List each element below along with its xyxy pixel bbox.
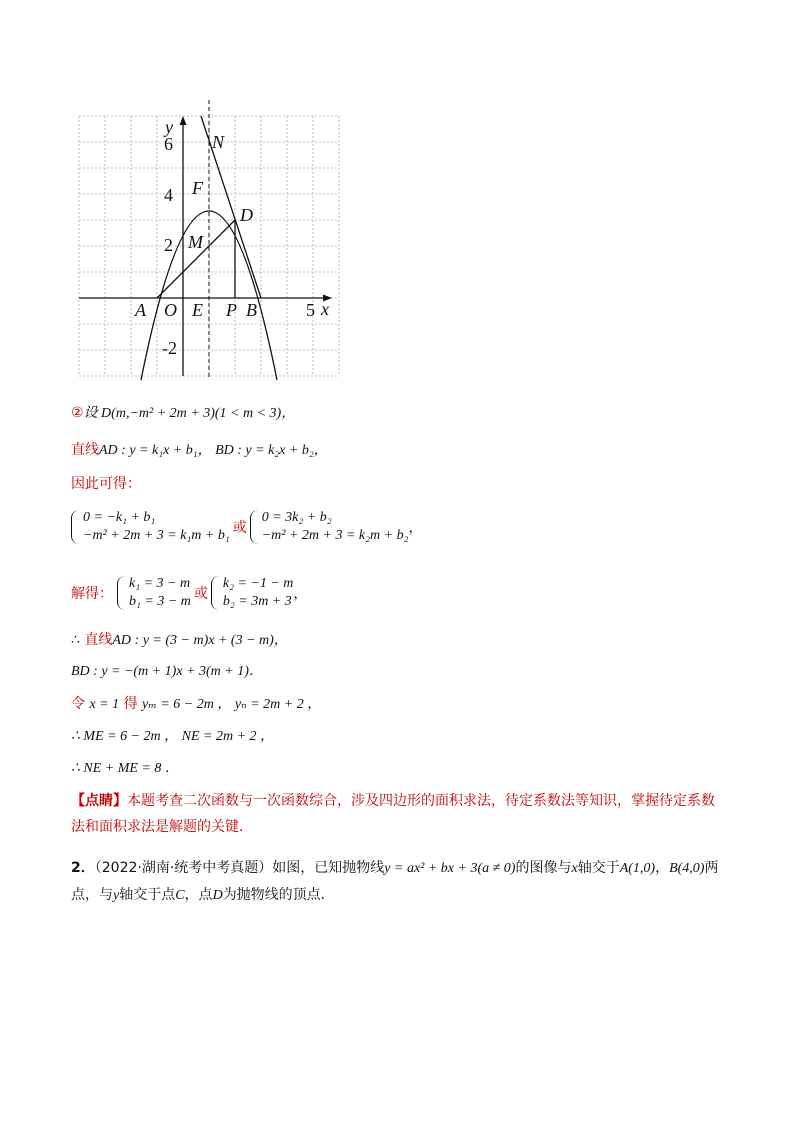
label-f: F <box>192 178 203 198</box>
comma: ， <box>408 520 423 536</box>
parabola-formula: y = ax² + bx + 3(a ≠ 0) <box>384 861 516 876</box>
y-axis-label: y <box>165 117 173 137</box>
brace-icon <box>250 510 258 544</box>
label-b: B <box>246 300 257 320</box>
problem-text: 如图，已知抛物线 <box>272 860 385 876</box>
tick-label-6: 6 <box>164 134 173 154</box>
system-row: −m² + 2m + 3 = k₂m + b₂ <box>261 528 409 543</box>
therefore-symbol: ∴ <box>71 633 80 648</box>
step-marker: ② <box>71 405 84 421</box>
let-word: 令 <box>71 696 85 712</box>
or-word: 或 <box>232 520 247 536</box>
set-d-expression: 设 D(m,−m² + 2m + 3)(1 < m < 3)， <box>83 406 296 421</box>
x-axis-label: x <box>321 299 329 319</box>
system-ad <box>83 509 230 545</box>
point-d: D <box>212 888 223 903</box>
comment-paragraph <box>71 788 721 840</box>
brace-icon <box>211 576 219 610</box>
equation-systems-1 <box>71 509 422 545</box>
problem-text: 为抛物线的顶点． <box>222 887 335 903</box>
y-variable: y <box>113 888 120 903</box>
problem-source: （2022·湖南·统考中考真题） <box>94 860 273 876</box>
label-n: N <box>212 132 225 152</box>
label-a: A <box>135 300 146 320</box>
brace-icon <box>71 510 79 544</box>
point-a: A(1,0) <box>619 861 656 876</box>
label-p: P <box>226 300 237 320</box>
lines-ad-bd: AD : y = k₁x + b₁， BD : y = k₂x + b₂， <box>99 443 328 458</box>
solution-line-7: ∴ ME = 6 − 2m ， NE = 2m + 2 ， <box>71 729 275 744</box>
label-e: E <box>192 300 203 320</box>
x-value: x = 1 <box>89 697 120 712</box>
point-b: B(4,0) <box>669 861 705 876</box>
problem-number: 2． <box>71 860 95 876</box>
problem-2 <box>71 855 721 909</box>
solution-ad <box>129 575 191 611</box>
tick-label-neg2: -2 <box>162 338 177 358</box>
problem-text: 轴交于点 <box>119 887 176 903</box>
label-o: O <box>164 300 177 320</box>
solution-bd <box>223 575 294 611</box>
problem-text: ，点 <box>184 887 213 903</box>
comment-tag: 【点睛】 <box>71 793 127 809</box>
get-word: 得 <box>123 696 138 712</box>
brace-icon <box>117 576 125 610</box>
solution-line-4 <box>71 630 288 651</box>
system-row: b₂ = 3m + 3 <box>222 594 292 609</box>
tick-label-2: 2 <box>164 235 173 255</box>
system-row: 0 = 3k₂ + b₂ <box>261 510 332 525</box>
tick-label-5: 5 <box>306 300 315 320</box>
system-row: k₂ = −1 − m <box>222 576 294 591</box>
x-variable: x <box>571 861 578 876</box>
system-bd <box>262 509 409 545</box>
parabola-figure <box>76 98 344 384</box>
comma: ， <box>293 586 308 602</box>
solution-line-1 <box>71 403 295 424</box>
point-c: C <box>175 888 185 903</box>
problem-text: 的图像与 <box>515 860 572 876</box>
label-d: D <box>240 205 253 225</box>
system-row: 0 = −k₁ + b₁ <box>83 510 156 525</box>
solution-line-8: ∴ NE + ME = 8 ． <box>71 761 179 776</box>
solution-line-2 <box>71 440 328 461</box>
solution-line-5: BD : y = −(m + 1)x + 3(m + 1)． <box>71 664 263 679</box>
equation-systems-2 <box>71 575 307 611</box>
separator: ， <box>655 860 670 876</box>
system-row: k₁ = 3 − m <box>129 576 191 591</box>
y-axis-arrow <box>180 116 187 125</box>
system-row: b₁ = 3 − m <box>129 594 191 609</box>
label-m: M <box>188 232 203 252</box>
solve-label: 解得： <box>71 586 113 602</box>
y-values: yₘ = 6 − 2m ， yₙ = 2m + 2 ， <box>142 697 322 712</box>
or-word: 或 <box>193 586 208 602</box>
comment-text: 本题考查二次函数与一次函数综合，涉及四边形的面积求法，待定系数法等知识，掌握待定系数法和面积求法是解题的关键． <box>71 793 715 835</box>
line-word: 直线 <box>71 442 99 458</box>
tick-label-4: 4 <box>164 185 173 205</box>
problem-text: 两点，与 <box>71 860 719 903</box>
solution-line-3: 因此可得： <box>71 476 141 492</box>
line-ad-equation: AD : y = (3 − m)x + (3 − m)， <box>112 633 288 648</box>
line-word: 直线 <box>84 632 113 648</box>
solution-line-6 <box>71 694 321 715</box>
problem-text: 轴交于 <box>577 860 620 876</box>
coordinate-graph <box>76 98 344 384</box>
system-row: −m² + 2m + 3 = k₁m + b₁ <box>83 528 230 543</box>
